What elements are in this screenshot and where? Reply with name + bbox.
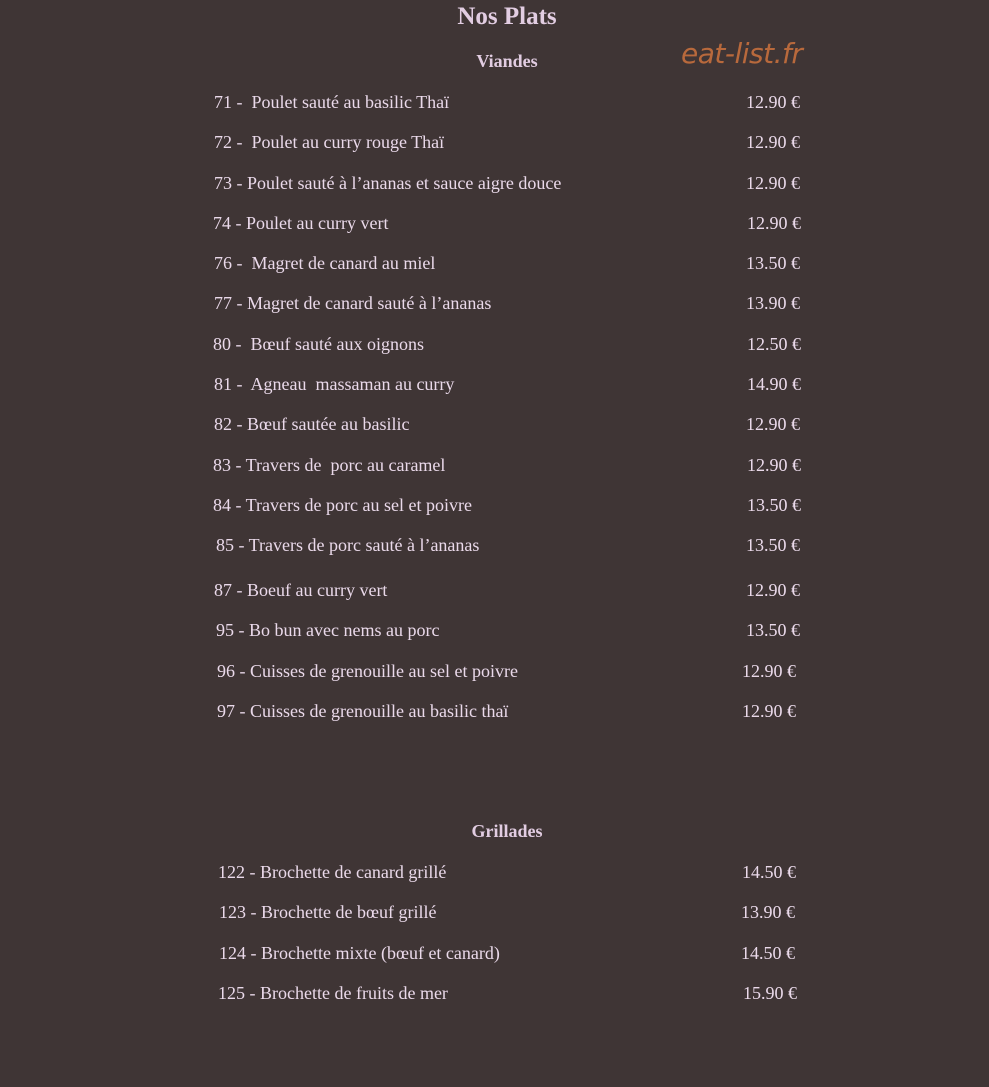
dish-name: 77 - Magret de canard sauté à l’ananas xyxy=(214,293,492,313)
dish-name: 81 - Agneau massaman au curry xyxy=(214,374,455,394)
dish-name: 85 - Travers de porc sauté à l’ananas xyxy=(216,535,480,555)
dish-name: 123 - Brochette de bœuf grillé xyxy=(219,902,437,922)
dish-price: 12.90 € xyxy=(746,580,800,600)
menu-item xyxy=(0,170,989,196)
dish-price: 12.90 € xyxy=(747,455,801,475)
dish-price: 12.90 € xyxy=(746,173,800,193)
dish-price: 13.90 € xyxy=(741,902,795,922)
dish-name: 124 - Brochette mixte (bœuf et canard) xyxy=(219,943,500,963)
menu-item xyxy=(0,331,989,357)
menu-item xyxy=(0,129,989,155)
dish-price: 15.90 € xyxy=(743,983,797,1003)
dish-price: 12.90 € xyxy=(747,213,801,233)
dish-price: 14.50 € xyxy=(741,943,795,963)
dish-name: 71 - Poulet sauté au basilic Thaï xyxy=(214,92,450,112)
dish-price: 13.50 € xyxy=(746,535,800,555)
dish-price: 12.90 € xyxy=(746,92,800,112)
dish-name: 72 - Poulet au curry rouge Thaï xyxy=(214,132,445,152)
dish-price: 12.90 € xyxy=(746,132,800,152)
menu-item xyxy=(0,89,989,115)
menu-item xyxy=(0,698,989,724)
dish-name: 122 - Brochette de canard grillé xyxy=(218,862,447,882)
dish-name: 84 - Travers de porc au sel et poivre xyxy=(213,495,472,515)
menu-item xyxy=(0,411,989,437)
menu-item xyxy=(0,371,989,397)
dish-name: 97 - Cuisses de grenouille au basilic thaï xyxy=(217,701,509,721)
menu-item xyxy=(0,617,989,643)
dish-name: 125 - Brochette de fruits de mer xyxy=(218,983,448,1003)
menu-item xyxy=(0,980,989,1006)
section-title-grillades: Grillades xyxy=(471,821,543,841)
menu-item xyxy=(0,859,989,885)
dish-price: 13.90 € xyxy=(746,293,800,313)
dish-price: 13.50 € xyxy=(747,495,801,515)
dish-price: 12.90 € xyxy=(742,701,796,721)
dish-name: 83 - Travers de porc au caramel xyxy=(213,455,446,475)
section-title-viandes: Viandes xyxy=(476,51,538,71)
dish-name: 95 - Bo bun avec nems au porc xyxy=(216,620,440,640)
menu-item xyxy=(0,452,989,478)
dish-price: 14.50 € xyxy=(742,862,796,882)
dish-name: 76 - Magret de canard au miel xyxy=(214,253,436,273)
menu-item xyxy=(0,658,989,684)
watermark-logo: eat-list.fr xyxy=(681,37,803,70)
page-title: Nos Plats xyxy=(457,3,557,30)
dish-price: 14.90 € xyxy=(747,374,801,394)
dish-name: 96 - Cuisses de grenouille au sel et poivre xyxy=(217,661,518,681)
menu-item xyxy=(0,532,989,558)
menu-item xyxy=(0,940,989,966)
menu-item xyxy=(0,492,989,518)
dish-price: 13.50 € xyxy=(746,253,800,273)
dish-price: 12.90 € xyxy=(742,661,796,681)
dish-name: 74 - Poulet au curry vert xyxy=(213,213,389,233)
menu-item xyxy=(0,210,989,236)
dish-name: 87 - Boeuf au curry vert xyxy=(214,580,388,600)
dish-price: 12.50 € xyxy=(747,334,801,354)
menu-item xyxy=(0,577,989,603)
dish-price: 12.90 € xyxy=(746,414,800,434)
dish-price: 13.50 € xyxy=(746,620,800,640)
menu-item xyxy=(0,290,989,316)
menu-item xyxy=(0,250,989,276)
dish-name: 82 - Bœuf sautée au basilic xyxy=(214,414,410,434)
dish-name: 80 - Bœuf sauté aux oignons xyxy=(213,334,424,354)
menu-item xyxy=(0,899,989,925)
dish-name: 73 - Poulet sauté à l’ananas et sauce aigre douce xyxy=(214,173,562,193)
